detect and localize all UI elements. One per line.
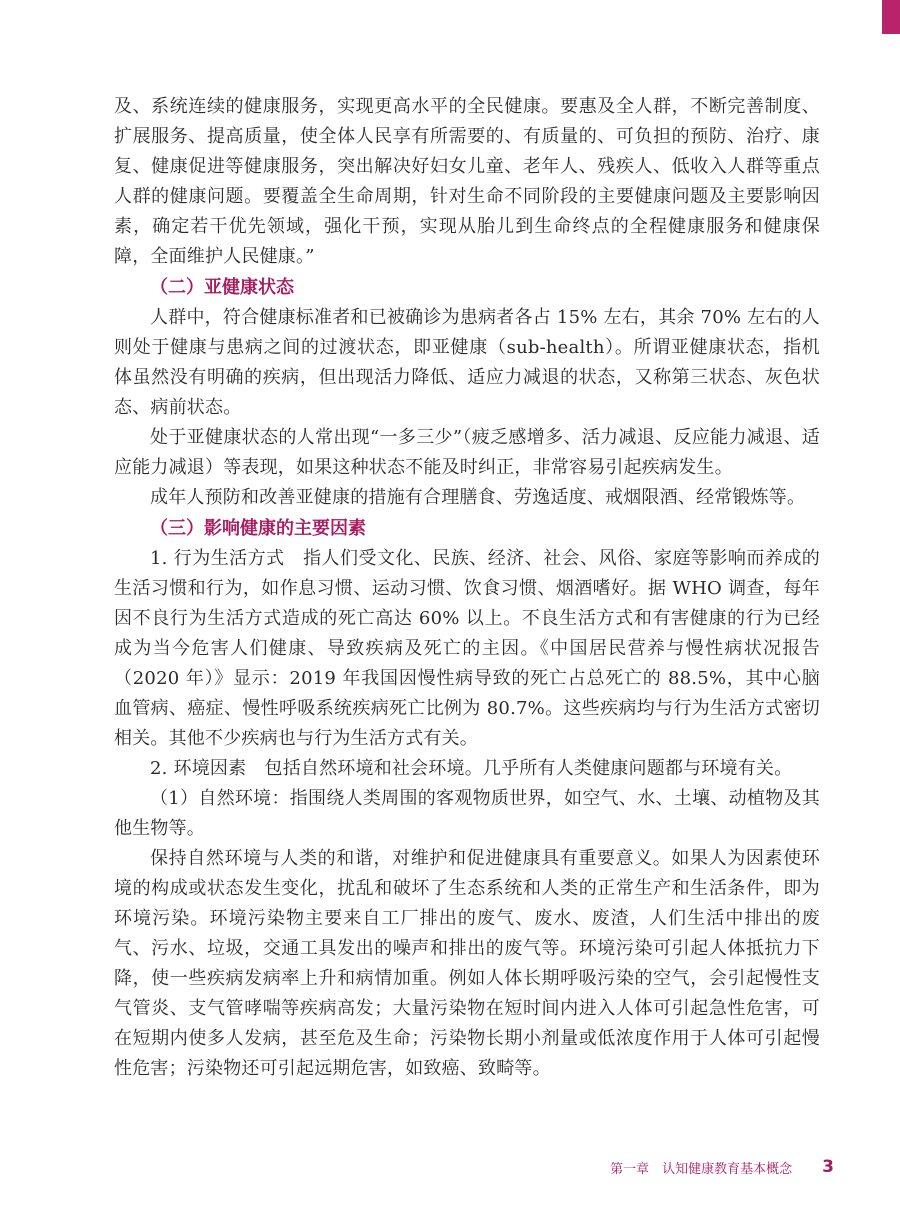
paragraph-subhealth-prevention: 成年人预防和改善亚健康的措施有合理膳食、劳逸适度、戒烟限酒、经常锻炼等。 [150,487,806,508]
paragraph-intro-continued: 及、系统连续的健康服务，实现更高水平的全民健康。要惠及全人群，不断完善制度、扩展服务、提高质量，使全体人民享有所需要的、有质量的、可负担的预防、治疗、康复、健康促进等健康服务，突出解决好妇女儿童、老年人、残疾人、低收入人群等重点人群的健康问题。要覆盖全生命周期，针对生命不同阶段的主要健康问题及主要影响因素，确定若干优先领域，强化干预，实现从胎儿到生命终点的全程健康服务和健康保障，全面维护人民健康。” [114,96,820,267]
paragraph-subhealth-symptoms: 处于亚健康状态的人常出现“一多三少”（疲乏感增多、活力减退、反应能力减退、适应能力减退）等表现，如果这种状态不能及时纠正，非常容易引起疾病发生。 [114,427,820,478]
paragraph-environment: 2. 环境因素 包括自然环境和社会环境。几乎所有人类健康问题都与环境有关。 [150,758,793,779]
page-footer [610,1155,834,1179]
section-heading-subhealth: （二）亚健康状态 [150,277,294,298]
paragraph-natural-environment: （1）自然环境：指围绕人类周围的客观物质世界，如空气、水、土壤、动植物及其他生物等。 [114,788,820,839]
page-body [114,92,820,1084]
page-number: 3 [822,1157,834,1177]
footer-chapter-title: 第一章 认知健康教育基本概念 [610,1161,793,1177]
corner-tab [882,0,900,34]
paragraph-pollution: 保持自然环境与人类的和谐，对维护和促进健康具有重要意义。如果人为因素使环境的构成或状态发生变化，扰乱和破坏了生态系统和人类的正常生产和生活条件，即为环境污染。环境污染物主要来自工厂排出的废气、废水、废渣，人们生活中排出的废气、污水、垃圾，交通工具发出的噪声和排出的废气等。环境污染可引起人体抵抗力下降，使一些疾病发病率上升和病情加重。例如人体长期呼吸污染的空气，会引起慢性支气管炎、支气管哮喘等疾病高发；大量污染物在短时间内进入人体可引起急性危害，可在短期内使多人发病，甚至危及生命；污染物长期小剂量或低浓度作用于人体可引起慢性危害；污染物还可引起远期危害，如致癌、致畸等。 [114,848,820,1079]
section-heading-health-factors: （三）影响健康的主要因素 [150,518,366,539]
paragraph-subhealth-definition: 人群中，符合健康标准者和已被确诊为患病者各占 15% 左右，其余 70% 左右的人则处于健康与患病之间的过渡状态，即亚健康（sub-health）。所谓亚健康状态，指机体虽然没有明确的疾病，但出现活力降低、适应力减退的状态，又称第三状态、灰色状态、病前状态。 [114,307,820,418]
paragraph-lifestyle: 1. 行为生活方式 指人们受文化、民族、经济、社会、风俗、家庭等影响而养成的生活习惯和行为，如作息习惯、运动习惯、饮食习惯、烟酒嗜好。据 WHO 调查，每年因不良行为生活方式造成的死亡高达 60% 以上。不良生活方式和有害健康的行为已经成为当今危害人们健康、导致疾病及死亡的主因。《中国居民营养与慢性病状况报告（2020 年）》显示：2019 年我国因慢性病导致的死亡占总死亡的 88.5%，其中心脑血管病、癌症、慢性呼吸系统疾病死亡比例为 80.7%。这些疾病均与行为生活方式密切相关。其他不少疾病也与行为生活方式有关。 [114,548,820,749]
